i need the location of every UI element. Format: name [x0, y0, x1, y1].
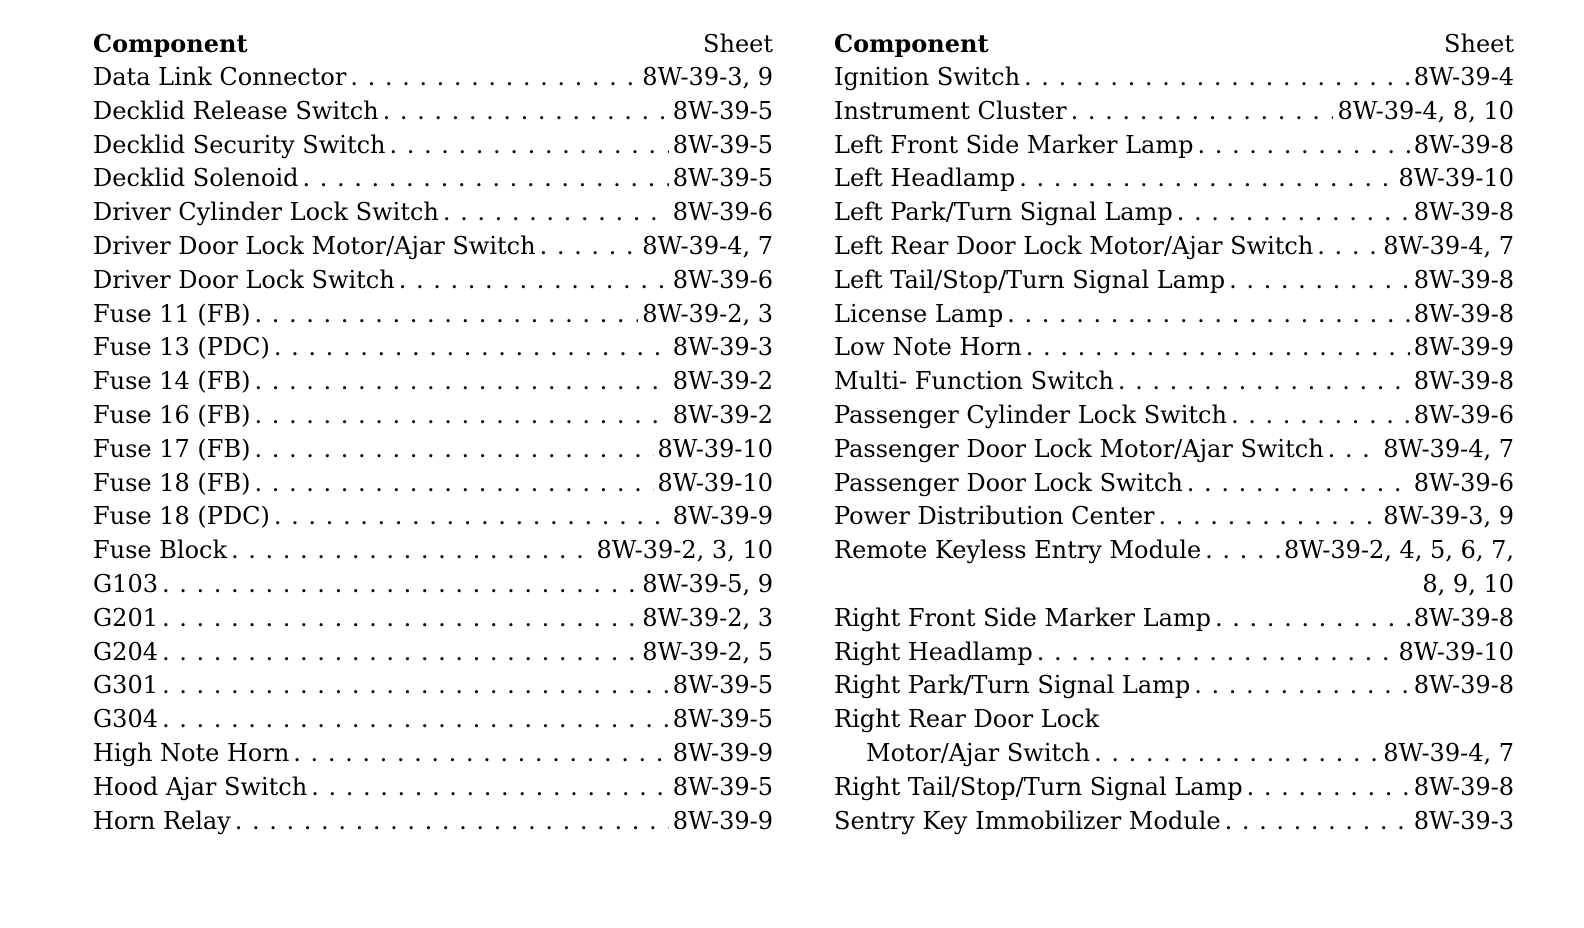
sheet-ref: 8W-39-6 [1413, 400, 1514, 429]
sheet-ref: 8W-39-8 [1413, 130, 1514, 159]
index-entry [834, 500, 1514, 534]
index-entry [834, 365, 1514, 399]
component-name: Instrument Cluster [834, 96, 1067, 125]
leader-dots [1026, 331, 1410, 365]
component-name: Fuse 14 (FB) [93, 367, 251, 396]
index-entry [93, 500, 773, 534]
component-name: Fuse 18 (FB) [93, 468, 251, 497]
component-name: Left Tail/Stop/Turn Signal Lamp [834, 265, 1226, 294]
index-entry [834, 737, 1514, 771]
sheet-ref: 8W-39-9 [672, 806, 773, 835]
sheet-heading: Sheet [1444, 30, 1514, 58]
sheet-ref: 8W-39-5 [672, 705, 773, 734]
component-name: Passenger Door Lock Switch [834, 468, 1183, 497]
component-name: Fuse 16 (FB) [93, 400, 251, 429]
component-name: Ignition Switch [834, 63, 1021, 91]
leader-dots [1205, 534, 1280, 568]
leader-dots [1024, 61, 1410, 95]
sheet-ref-continued: 8, 9, 10 [1422, 569, 1514, 598]
index-entry [834, 230, 1514, 264]
sheet-ref: 8W-39-10 [657, 468, 773, 497]
leader-dots [1118, 365, 1410, 399]
index-entry [93, 534, 773, 568]
component-name: Right Headlamp [834, 637, 1033, 666]
component-name-line1: Right Rear Door Lock [834, 705, 1100, 734]
index-entry [93, 196, 773, 230]
left-entry-list [93, 61, 773, 838]
sheet-ref: 8W-39-8 [1413, 603, 1514, 632]
index-entry [93, 399, 773, 433]
index-entry [834, 129, 1514, 163]
index-entry [93, 365, 773, 399]
component-name: Driver Door Lock Motor/Ajar Switch [93, 231, 536, 260]
leader-dots [303, 162, 669, 196]
component-name: Decklid Security Switch [93, 130, 386, 159]
leader-dots [162, 669, 669, 703]
sheet-ref: 8W-39-4, 7 [1383, 434, 1514, 463]
sheet-ref: 8W-39-2 [672, 367, 773, 396]
component-name: Decklid Solenoid [93, 164, 299, 193]
leader-dots [1194, 669, 1410, 703]
leader-dots [1317, 230, 1379, 264]
leader-dots [293, 737, 668, 771]
leader-dots [350, 61, 638, 95]
index-entry [93, 703, 773, 737]
sheet-heading: Sheet [703, 30, 773, 58]
index-entry [93, 636, 773, 670]
leader-dots [1231, 399, 1410, 433]
leader-dots [1247, 771, 1410, 805]
index-entry [834, 467, 1514, 501]
sheet-ref: 8W-39-2, 3, 10 [596, 536, 773, 565]
index-entry [93, 264, 773, 298]
leader-dots [390, 129, 669, 163]
sheet-ref: 8W-39-2, 4, 5, 6, 7, [1284, 536, 1514, 565]
sheet-ref: 8W-39-5 [672, 164, 773, 193]
leader-dots [274, 331, 669, 365]
index-entry [93, 298, 773, 332]
sheet-ref: 8W-39-5, 9 [642, 569, 773, 598]
leader-dots [383, 95, 669, 129]
index-entry [834, 669, 1514, 703]
index-entry [93, 602, 773, 636]
index-entry [93, 433, 773, 467]
leader-dots [162, 703, 669, 737]
left-column-header [93, 27, 773, 61]
leader-dots [1177, 196, 1410, 230]
leader-dots [254, 298, 638, 332]
component-name: Low Note Horn [834, 333, 1022, 362]
sheet-ref: 8W-39-6 [672, 265, 773, 294]
sheet-ref: 8W-39-6 [672, 198, 773, 227]
right-entry-list [834, 61, 1514, 838]
component-name-line2: Motor/Ajar Switch [866, 738, 1091, 767]
sheet-ref: 8W-39-5 [672, 130, 773, 159]
component-name: Driver Cylinder Lock Switch [93, 198, 439, 227]
leader-dots [1007, 298, 1410, 332]
sheet-ref: 8W-39-9 [1413, 333, 1514, 362]
leader-dots [1215, 602, 1410, 636]
index-entry [834, 805, 1514, 839]
leader-dots [1071, 95, 1334, 129]
component-heading: Component [834, 29, 989, 58]
index-entry [834, 162, 1514, 196]
leader-dots [1225, 805, 1410, 839]
sheet-ref: 8W-39-2 [672, 400, 773, 429]
sheet-ref: 8W-39-6 [1413, 468, 1514, 497]
component-name: G204 [93, 637, 158, 666]
sheet-ref: 8W-39-3, 9 [642, 63, 773, 91]
sheet-ref: 8W-39-3 [1413, 806, 1514, 835]
component-name: Left Park/Turn Signal Lamp [834, 198, 1173, 227]
component-name: Right Tail/Stop/Turn Signal Lamp [834, 772, 1243, 801]
index-entry [93, 129, 773, 163]
index-entry [834, 771, 1514, 805]
index-entry [834, 196, 1514, 230]
index-entry [834, 298, 1514, 332]
leader-dots [254, 399, 668, 433]
component-name: Remote Keyless Entry Module [834, 536, 1202, 565]
component-name: Fuse 11 (FB) [93, 299, 251, 328]
index-entry [93, 95, 773, 129]
index-entry [93, 467, 773, 501]
sheet-ref: 8W-39-8 [1413, 265, 1514, 294]
sheet-ref: 8W-39-10 [1398, 164, 1514, 193]
component-name: Fuse Block [93, 536, 228, 565]
index-entry [93, 331, 773, 365]
leader-dots [162, 602, 638, 636]
index-entry [834, 602, 1514, 636]
index-entry [93, 805, 773, 839]
leader-dots [254, 467, 653, 501]
left-column [93, 27, 773, 838]
leader-dots [540, 230, 639, 264]
component-name: G103 [93, 569, 158, 598]
component-name: Fuse 17 (FB) [93, 434, 251, 463]
leader-dots [1187, 467, 1410, 501]
component-name: Power Distribution Center [834, 502, 1155, 531]
sheet-ref: 8W-39-3 [672, 333, 773, 362]
sheet-ref: 8W-39-10 [657, 434, 773, 463]
sheet-ref: 8W-39-8 [1413, 299, 1514, 328]
component-name: Sentry Key Immobilizer Module [834, 806, 1221, 835]
sheet-ref: 8W-39-8 [1413, 367, 1514, 396]
right-column [834, 27, 1514, 838]
index-entry [93, 669, 773, 703]
index-entry [93, 162, 773, 196]
sheet-ref: 8W-39-8 [1413, 198, 1514, 227]
leader-dots [1019, 162, 1394, 196]
sheet-ref: 8W-39-8 [1413, 772, 1514, 801]
sheet-ref: 8W-39-2, 5 [642, 637, 773, 666]
sheet-ref: 8W-39-3, 9 [1383, 502, 1514, 531]
component-name: Right Front Side Marker Lamp [834, 603, 1212, 632]
index-entry [93, 737, 773, 771]
index-entry [93, 61, 773, 95]
sheet-ref: 8W-39-5 [672, 772, 773, 801]
index-entry [834, 534, 1514, 568]
sheet-ref: 8W-39-10 [1398, 637, 1514, 666]
index-entry [93, 230, 773, 264]
leader-dots [1197, 129, 1409, 163]
leader-dots [1328, 433, 1380, 467]
component-name: Multi- Function Switch [834, 367, 1114, 396]
sheet-ref: 8W-39-4, 7 [642, 231, 773, 260]
component-name: G301 [93, 671, 158, 700]
component-name: Hood Ajar Switch [93, 772, 308, 801]
component-name: G201 [93, 603, 158, 632]
component-name: Passenger Door Lock Motor/Ajar Switch [834, 434, 1324, 463]
index-entry [834, 61, 1514, 95]
component-name: Decklid Release Switch [93, 96, 379, 125]
leader-dots [399, 264, 669, 298]
component-name: Horn Relay [93, 806, 231, 835]
component-name: G304 [93, 705, 158, 734]
leader-dots [443, 196, 669, 230]
leader-dots [235, 805, 669, 839]
sheet-ref: 8W-39-5 [672, 96, 773, 125]
sheet-ref: 8W-39-8 [1413, 671, 1514, 700]
sheet-ref: 8W-39-9 [672, 502, 773, 531]
sheet-ref: 8W-39-5 [672, 671, 773, 700]
component-heading: Component [93, 29, 248, 58]
leader-dots [1229, 264, 1410, 298]
index-entry [834, 264, 1514, 298]
sheet-ref: 8W-39-4, 8, 10 [1337, 96, 1514, 125]
component-name: Driver Door Lock Switch [93, 265, 395, 294]
leader-dots [162, 568, 638, 602]
index-entry [834, 399, 1514, 433]
component-name: Left Rear Door Lock Motor/Ajar Switch [834, 231, 1314, 260]
component-name: Left Headlamp [834, 164, 1016, 193]
leader-dots [254, 365, 668, 399]
component-name: Fuse 13 (PDC) [93, 333, 270, 362]
leader-dots [1094, 737, 1379, 771]
leader-dots [231, 534, 592, 568]
index-entry [834, 433, 1514, 467]
leader-dots [1037, 636, 1395, 670]
component-name: Passenger Cylinder Lock Switch [834, 400, 1227, 429]
component-name: License Lamp [834, 299, 1004, 328]
sheet-ref: 8W-39-4, 7 [1383, 231, 1514, 260]
sheet-ref: 8W-39-2, 3 [642, 603, 773, 632]
right-column-header [834, 27, 1514, 61]
component-name: Right Park/Turn Signal Lamp [834, 671, 1191, 700]
sheet-ref: 8W-39-4, 7 [1383, 738, 1514, 767]
leader-dots [254, 433, 653, 467]
index-entry [834, 95, 1514, 129]
index-entry [834, 331, 1514, 365]
component-name: Fuse 18 (PDC) [93, 502, 270, 531]
leader-dots [162, 636, 638, 670]
leader-dots [274, 500, 669, 534]
leader-dots [311, 771, 669, 805]
component-name: Data Link Connector [93, 63, 347, 91]
sheet-ref: 8W-39-9 [672, 738, 773, 767]
index-entry [93, 771, 773, 805]
sheet-ref: 8W-39-2, 3 [642, 299, 773, 328]
leader-dots [1159, 500, 1380, 534]
index-entry [834, 636, 1514, 670]
component-name: High Note Horn [93, 738, 290, 767]
sheet-ref: 8W-39-4 [1413, 63, 1514, 91]
component-name: Left Front Side Marker Lamp [834, 130, 1194, 159]
index-entry [93, 568, 773, 602]
